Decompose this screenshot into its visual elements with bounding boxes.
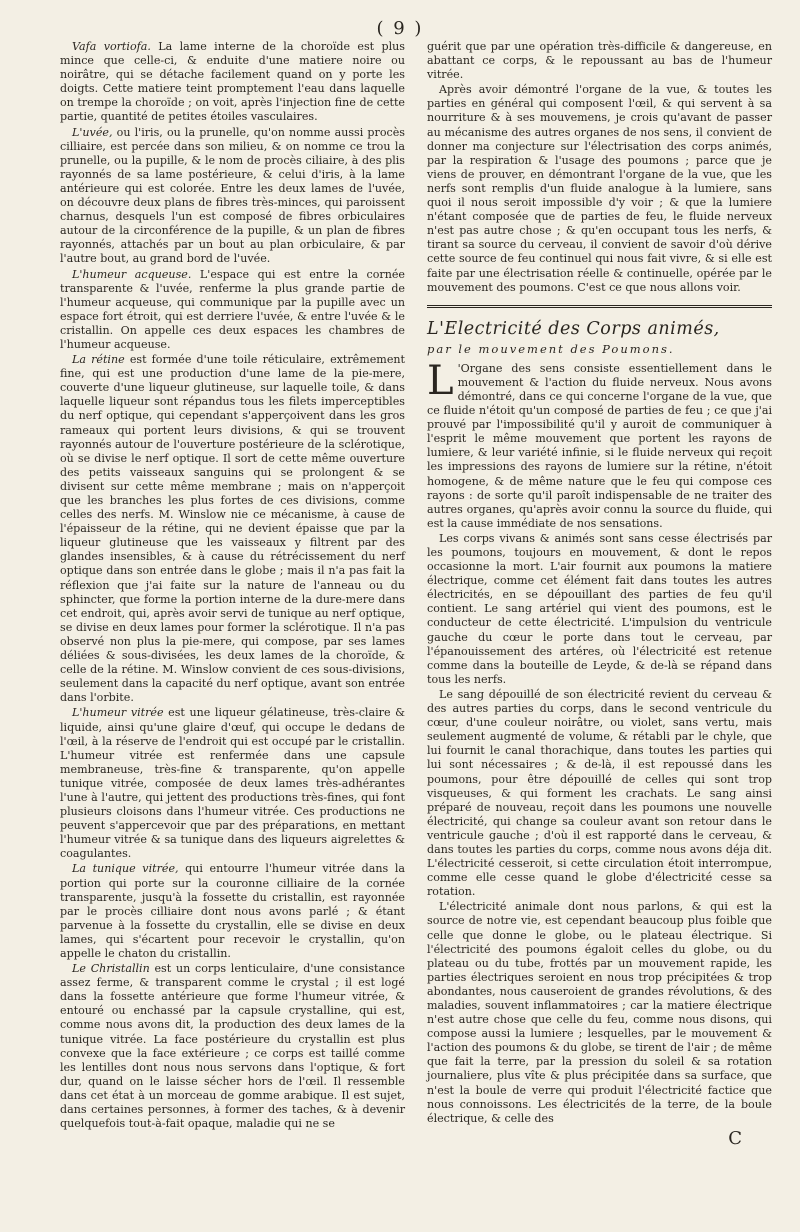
paragraph-text: est une liqueur gélatineuse, très-claire & liquide, ainsi qu'une glaire d'œuf, qui occupe le dedans de l'œil, à la réserve de l'endroit qui est occupé par le cristallin. L'humeur vitrée est renfermée dans une capsule membraneuse, très-fine & transparente, qu'on appelle tunique vitrée, composée de deux lames très-adhérantes l'une à l'autre, qui jettent des productions très-fines, qui font plusieurs cloisons dans l'humeur vitrée. Ces productions ne peuvent s'appercevoir que par des préparations, en mettant l'humeur vitrée & sa tunique dans des liqueurs aigrelettes & coagulantes. (60, 706, 405, 861)
paragraph-lead-term: Vafa vortiofa. (72, 40, 151, 53)
paragraph-text: est formée d'une toile réticulaire, extrêmement fine, qui est une production d'une lame de la pie-mere, couverte d'une liqueur glutineuse, sur laquelle toile, & dans laquelle liqueur sont répandus tous les filets imperceptibles du nerf optique, qui cependant s'apperçoivent dans les gros rameaux qui portent leurs divisions, & qui se trouvent rayonnés autour de l'ouverture postérieure de la sclérotique, où se divise le nerf optique. Il sort de cette même ouverture des petits vaisseaux sanguins qui se prolongent & se divisent sur cette même membrane ; mais on n'apperçoit que les branches les plus fortes de ces divisions, comme celles des nerfs. M. Winslow nie ce mécanisme, à cause de l'épaisseur de la rétine, qui ne devient épaisse que par la liqueur glutineuse que les vaisseaux y filtrent par des glandes insensibles, & à cause du rétrécissement du nerf optique dans son entrée dans le globe ; mais il n'a pas fait la réflexion que j'ai faite sur la nature de l'anneau ou du sphincter, que forme la portion interne de la dure-mere dans cet endroit, qui, après avoir servi de tunique au nerf optique, se divise en deux lames pour former la sclérotique. Il n'a pas observé non plus la pie-mere, qui compose, par ses lames déliées & sous-divisées, les deux lames de la choroïde, & celle de la rétine. M. Winslow convient de ces sous-divisions, seulement dans la capacité du nerf optique, avant son entrée dans l'orbite. (60, 353, 405, 705)
paragraph-text: est un corps lenticulaire, d'une consistance assez ferme, & transparent comme le crystal ; il est logé dans la fossette antérieure que forme l'humeur vitrée, & entouré ou enchassé par la capsule crystalline, qui est, comme nous avons dit, la production des deux lames de la tunique vitrée. La face postérieure du crystallin est plus convexe que la face extérieure ; ce corps est taillé comme les lentilles dont nous nous servons dans l'optique, & fort dur, quand on le laisse sécher hors de l'œil. Il ressemble dans cet état à un morceau de gomme arabique. Il est sujet, dans certaines personnes, à former des taches, & à devenir quelquefois tout-à-fait opaque, maladie qui ne se (60, 962, 405, 1131)
paragraph-text: qui entourre l'humeur vitrée dans la portion qui porte sur la couronne cilliaire de la cornée transparente, jusqu'à la fossette du cristallin, est rayonnée par le procès cilliaire dont nous avons parlé ; & étant parvenue à la fossette du crystallin, elle se divise en deux lames, qui s'écartent pour recevoir le crystallin, qu'on appelle le chaton du cristallin. (60, 862, 405, 960)
paragraph-text: ou l'iris, ou la prunelle, qu'on nomme aussi procès cilliaire, est percée dans son milieu, & on nomme ce trou la prunelle, ou la pupille, & le nom de procès ciliaire, à des plis rayonnés de sa lame postérieure, & celui d'iris, à la lame antérieure qui est colorée. Entre les deux lames de l'uvée, on découvre deux plans de fibres très-minces, qui paroissent charnus, desquels l'un est composé de fibres orbiculaires autour de la circonférence de la pupille, & un plan de fibres rayonnés, attachés par un bout au plan orbiculaire, & par l'autre bout, au grand bord de l'uvée. (60, 125, 405, 266)
paragraph: Après avoir démontré l'organe de la vue, & toutes les parties en général qui composent l'œil, & qui servent à sa nourriture & à ses mouvemens, je crois qu'avant de passer au mécanisme des autres organes de nos sens, il convient de donner ma conjecture sur l'électrisation des corps animés, par la respiration & l'usage des poumons ; parce que je viens de prouver, en démontrant l'organe de la vue, que les nerfs sont remplis d'un fluide analogue à la lumiere, sans quoi il nous seroit impossible d'y voir ; & que la lumiere n'étant composée que de parties de feu, le fluide nerveux n'est pas autre chose ; & qu'en occupant tous les nerfs, & tirant sa source du cerveau, il convient de savoir d'où dérive cette source de feu continuel qui nous fait vivre, & si elle est faite par une électrisation réelle & continuelle, opérée par le mouvement des poumons. C'est ce que nous allons voir. (427, 83, 772, 294)
section-title: L'Electricité des Corps animés, (427, 318, 720, 339)
paragraph-lead-term: L'humeur acqueuse. (72, 267, 192, 281)
paragraph-lead-term: La rétine (72, 353, 125, 367)
right-column-body (427, 357, 772, 1126)
paragraph-text: Le sang dépouillé de son électricité revient du cerveau & des autres parties du corps, dans le second ventricule du cœur, d'une couleur noirâtre, ou violet, sans vertu, mais seulement augmenté de volume, & rétabli par le chyle, que lui fournit le canal thorachique, dans toutes les parties qui lui sont nécessaires ; & de-là, il est repoussé dans les poumons, pour être dépouillé de celles qui sont trop visqueuses, & qui forment les crachats. Le sang ainsi préparé de nouveau, reçoit dans les poumons une nouvelle électricité, qui change sa couleur avant son retour dans le ventricule gauche ; d'où il est rapporté dans le cerveau, & dans toutes les parties du corps, comme nous avons déja dit. L'électricité cesseroit, si cette circulation étoit interrompue, comme elle cesse quand le globe d'électricité cesse sa rotation. (427, 687, 772, 899)
page-number: ( 9 ) (376, 18, 424, 39)
paragraph-lead-term: L'uvée, (72, 125, 113, 139)
paragraph-text: L'espace qui est entre la cornée transparente & l'uvée, renferme la plus grande partie de l'humeur acqueuse, qui communique par la pupille avec un espace fort étroit, qui est derriere l'uvée, & entre l'uvée & le cristallin. On appelle ces deux espaces les chambres de l'humeur acqueuse. (60, 267, 405, 351)
section-subtitle: par le mouvement des Poumons. (427, 341, 675, 356)
paragraph-text: Les corps vivans & animés sont sans cesse électrisés par les poumons, toujours en mouvement, & dont le repos occasionne la mort. L'air fournit aux poumons la matiere électrique, comme cet élément fait dans toutes les autres électricités, en se dépouillant des parties de feu qu'il contient. Le sang artériel qui vient des poumons, est le conducteur de cette électricité. L'impulsion du ventricule gauche du cœur le porte dans tout le cerveau, par l'épanouissement des artéres, où l'électricité est retenue comme dans la bouteille de Leyde, & de-là se répand dans tous les nerfs. (427, 531, 772, 686)
paragraph-text: 'Organe des sens consiste essentiellement dans le mouvement & l'action du fluide nerveux. Nous avons démontré, dans ce qui concerne l'organe de la vue, que ce fluide n'étoit qu'un composé de parties de feu ; ce que j'ai prouvé par l'impossibilité qu'il y auroit de communiquer à l'esprit le même mouvement que portent les rayons de lumiere, & leur variété infinie, si le fluide nerveux qui reçoit les impressions des rayons de lumiere sur la rétine, n'étoit homogene, & de même nature que le feu qui compose ces rayons : de sorte qu'il paroît indispensable de ne traiter des autres organes, qu'après avoir connu la source du fluide, qui est la cause immédiate de nos sensations. (427, 361, 772, 530)
right-column (427, 40, 772, 1149)
paragraph-lead-term: La tunique vitrée, (72, 862, 179, 876)
left-column (60, 40, 405, 1132)
paragraph (60, 40, 405, 125)
drop-cap: L (427, 357, 454, 404)
paragraph-lead-term: Le Christallin (72, 962, 150, 976)
paragraph (60, 706, 405, 861)
paragraph (427, 900, 772, 1126)
paragraph (427, 688, 772, 899)
paragraph (60, 962, 405, 1131)
paragraph: guérit que par une opération très-difficile & dangereuse, en abattant ce corps, & le repoussant au bas de l'humeur vitrée. (427, 40, 772, 82)
right-column-intro (427, 40, 772, 295)
paragraph-lead-term: L'humeur vitrée (72, 706, 164, 720)
section-rule (427, 305, 772, 308)
paragraph (60, 862, 405, 961)
paragraph (60, 268, 405, 353)
paragraph (60, 126, 405, 267)
two-column-text (60, 40, 772, 1149)
paragraph (427, 357, 772, 531)
catchword: C (728, 1127, 742, 1149)
paragraph (427, 532, 772, 687)
paragraph-text: L'électricité animale dont nous parlons, & qui est la source de notre vie, est cependant beaucoup plus foible que celle que donne le globe, ou le plateau électrique. Si l'électricité des poumons égaloit celles du globe, ou du plateau ou du tube, frottés par un mouvement rapide, les parties électriques seroient en nous trop précipitées & trop abondantes, nous causeroient de grandes révolutions, & des maladies, souvent inflammatoires ; car la matiere électrique n'est autre chose que celle du feu, comme nous disons, qui compose aussi la lumiere ; lesquelles, par le mouvement & l'action des poumons & du globe, se tirent de l'air ; de même que fait la terre, par la pression du soleil & sa rotation journaliere, plus vîte & plus précipitée dans sa surface, que n'est la boule de verre qui produit l'électricité factice que nous connoissons. Les électricités de la terre, de la boule électrique, & celle des (427, 900, 772, 1125)
paragraph-text: La lame interne de la choroïde est plus mince que celle-ci, & enduite d'une matiere noire ou noirâtre, qui se détache facilement quand on y porte les doigts. Cette matiere teint promptement l'eau dans laquelle on trempe la choroïde ; on voit, après l'injection fine de cette partie, quantité de petites étoiles vasculaires. (60, 40, 405, 124)
paragraph (60, 353, 405, 705)
